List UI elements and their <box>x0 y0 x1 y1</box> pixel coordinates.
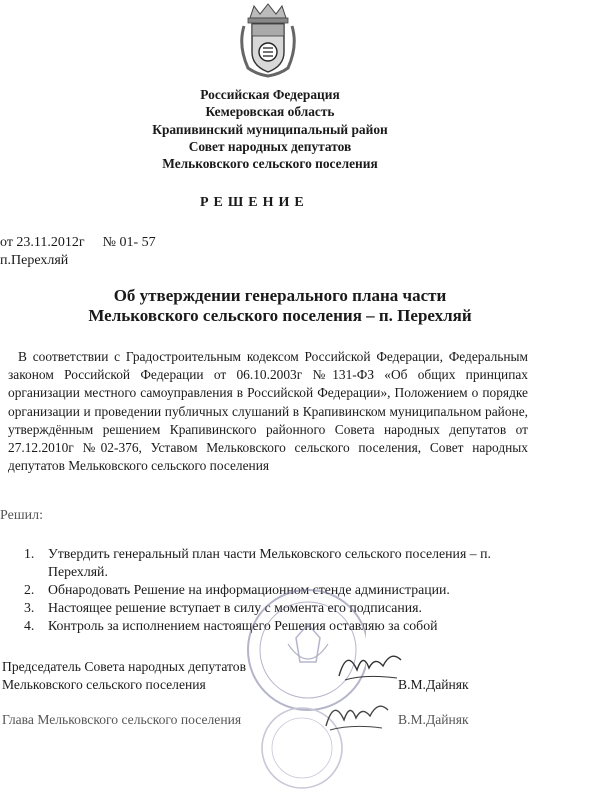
resolved-label: Решил: <box>0 508 43 523</box>
document-header <box>80 86 460 172</box>
header-country: Российская Федерация <box>200 87 340 102</box>
list-item: 1. Утвердить генеральный план части Мельковского сельского поселения – п. Перехляй. <box>24 546 491 579</box>
head-name: В.М.Дайняк <box>398 712 469 727</box>
list-item: 2. Обнародовать Решение на информационном стенде администрации. <box>24 582 450 597</box>
chair-title-line-2: Мельковского сельского поселения <box>2 677 206 692</box>
coat-of-arms-icon <box>236 2 300 78</box>
header-settlement: Мельковского сельского поселения <box>162 156 378 172</box>
decision-number: № 01- 57 <box>102 235 156 250</box>
subject-line-2: Мельковского сельского поселения – п. Перехляй <box>88 306 472 325</box>
preamble-paragraph: В соответствии с Градостроительным кодексом Российской Федерации, Федеральным законом Российской Федерации от 06.10.2003г №131-ФЗ «Об общих принципах организации местного самоуправления в Российской Федерации», Положением о порядке организации и проведении публичных слушаний в Крапивинском муниципальном районе, утверждённым решением Крапивинского районного Совета народных депутатов от 27.12.2010г №02-376, Уставом Мельковского сельского поселения, Совет народных депутатов Мельковского сельского поселения <box>8 349 528 474</box>
subject-line-1: Об утверждении генерального плана части <box>113 286 447 305</box>
chair-title-line-1: Председатель Совета народных депутатов <box>2 659 246 674</box>
chair-signature-icon <box>335 640 405 685</box>
header-council: Совет народных депутатов <box>188 138 352 154</box>
head-signature-icon <box>322 692 392 734</box>
chair-title <box>2 658 246 694</box>
chair-name: В.М.Дайняк <box>398 677 469 692</box>
document-subject <box>40 286 520 326</box>
list-item: 3. Настоящее решение вступает в силу с момента его подписания. <box>24 600 422 615</box>
header-district: Крапивинский муниципальный район <box>152 121 388 137</box>
list-item: 4. Контроль за исполнением настоящего Решения оставляю за собой <box>24 618 438 633</box>
decision-meta <box>0 234 156 270</box>
decision-date: от 23.11.2012г <box>0 235 85 250</box>
decision-place: п.Перехляй <box>0 253 69 268</box>
header-region: Кемеровская область <box>205 104 335 120</box>
decision-title: РЕШЕНИЕ <box>200 195 309 210</box>
head-title: Глава Мельковского сельского поселения <box>2 712 242 727</box>
